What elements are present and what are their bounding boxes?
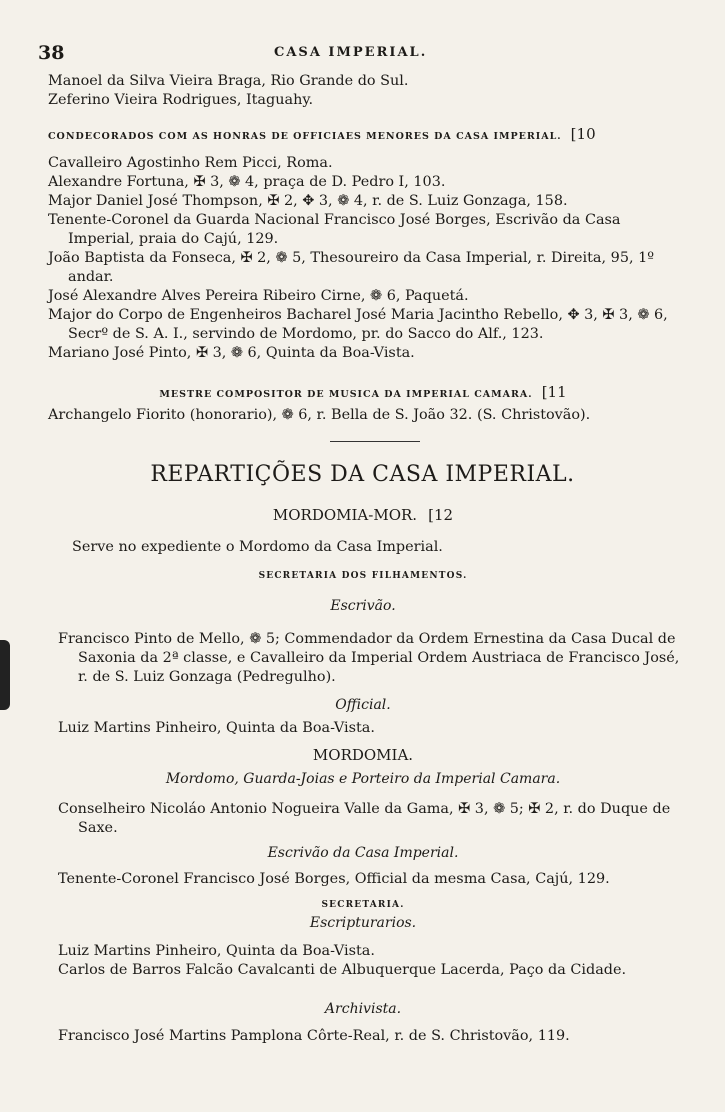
page-number: 38 [38, 42, 65, 64]
heading-1-count: [10 [570, 125, 596, 143]
entry: Major do Corpo de Engenheiros Bacharel José Maria Jacintho Rebello, ✥ 3, ✠ 3, ❁ 6, Secrº de S. A. I., servindo de Mordomo, pr. do Sacco do Alf., 123. [48, 307, 668, 342]
mordomo-entry: Conselheiro Nicoláo Antonio Nogueira Valle da Gama, ✠ 3, ❁ 5; ✠ 2, r. do Duque de Saxe. [58, 801, 671, 836]
binding-edge-mark [0, 640, 10, 710]
serve-text: Serve no expediente o Mordomo da Casa Imperial. [72, 539, 443, 555]
escrivao-casa-entry: Tenente-Coronel Francisco José Borges, Official da mesma Casa, Cajú, 129. [58, 871, 610, 887]
official-block [58, 719, 680, 738]
top-line: Manoel da Silva Vieira Braga, Rio Grande do Sul. [48, 73, 409, 89]
subsection-count: [12 [428, 506, 454, 524]
entry: Major Daniel José Thompson, ✠ 2, ✥ 3, ❁ 4, r. de S. Luiz Gonzaga, 158. [48, 193, 568, 209]
entries-2 [48, 406, 678, 425]
serve-line [72, 538, 672, 557]
official-label: Official. [335, 697, 391, 713]
section-divider [330, 441, 420, 442]
heading-1-text: CONDECORADOS COM AS HONRAS DE OFFICIAES MENORES DA CASA IMPERIAL. [48, 131, 562, 142]
secretaria: SECRETARIA. [321, 900, 405, 910]
escripturarios-label: Escripturarios. [309, 915, 417, 931]
entry: Cavalleiro Agostinho Rem Picci, Roma. [48, 155, 333, 171]
entry: Mariano José Pinto, ✠ 3, ❁ 6, Quinta da Boa-Vista. [48, 345, 415, 361]
escrivao-casa-block [58, 870, 680, 889]
archivista-block [58, 1027, 680, 1046]
top-lines [48, 72, 678, 110]
entry: Alexandre Fortuna, ✠ 3, ❁ 4, praça de D. Pedro I, 103. [48, 174, 446, 190]
subsection-title: MORDOMIA-MOR. [272, 506, 418, 524]
heading-2-count: [11 [541, 383, 567, 401]
entry: Tenente-Coronel da Guarda Nacional Francisco José Borges, Escrivão da Casa Imperial, praia do Cajú, 129. [48, 212, 621, 247]
heading-1 [48, 124, 678, 143]
heading-2-text: MESTRE COMPOSITOR DE MUSICA DA IMPERIAL CAMARA. [159, 389, 533, 400]
subsection-mordomia-mor [48, 505, 678, 524]
page-header [38, 42, 678, 64]
section-title: REPARTIÇÕES DA CASA IMPERIAL. [150, 462, 575, 487]
escrivao-entry: Francisco Pinto de Mello, ❁ 5; Commendador da Ordem Ernestina da Casa Ducal de Saxonia da 2ª classe, e Cavalleiro da Imperial Ordem Austriaca de Francisco José, r. de S. Luiz Gonzaga (Pedregulho). [58, 631, 680, 685]
archivista-entry: Francisco José Martins Pamplona Côrte-Real, r. de S. Christovão, 119. [58, 1028, 570, 1044]
escripturario-entry: Carlos de Barros Falcão Cavalcanti de Albuquerque Lacerda, Paço da Cidade. [58, 962, 627, 978]
escripturarios-block [58, 942, 680, 980]
mordomo-block [58, 800, 680, 838]
archivista-label: Archivista. [324, 1001, 402, 1017]
escripturario-entry: Luiz Martins Pinheiro, Quinta da Boa-Vista. [58, 943, 375, 959]
heading-2 [48, 382, 678, 401]
entry: José Alexandre Alves Pereira Ribeiro Cirne, ❁ 6, Paquetá. [48, 288, 469, 304]
top-line: Zeferino Vieira Rodrigues, Itaguahy. [48, 92, 314, 108]
entry: Archangelo Fiorito (honorario), ❁ 6, r. Bella de S. João 32. (S. Christovão). [48, 407, 591, 423]
escrivao-block [58, 630, 680, 687]
secretaria-filhamentos: SECRETARIA DOS FILHAMENTOS. [258, 571, 468, 581]
escrivao-label: Escrivão. [330, 598, 396, 614]
official-entry: Luiz Martins Pinheiro, Quinta da Boa-Vista. [58, 720, 375, 736]
entries-1 [48, 154, 678, 363]
subsection-mordomia: MORDOMIA. [312, 746, 414, 764]
running-head: CASA IMPERIAL. [274, 45, 428, 60]
mordomia-roles: Mordomo, Guarda-Joias e Porteiro da Imperial Camara. [165, 771, 561, 787]
entry: João Baptista da Fonseca, ✠ 2, ❁ 5, Thesoureiro da Casa Imperial, r. Direita, 95, 1º andar. [48, 250, 655, 285]
escrivao-casa-label: Escrivão da Casa Imperial. [267, 845, 459, 861]
